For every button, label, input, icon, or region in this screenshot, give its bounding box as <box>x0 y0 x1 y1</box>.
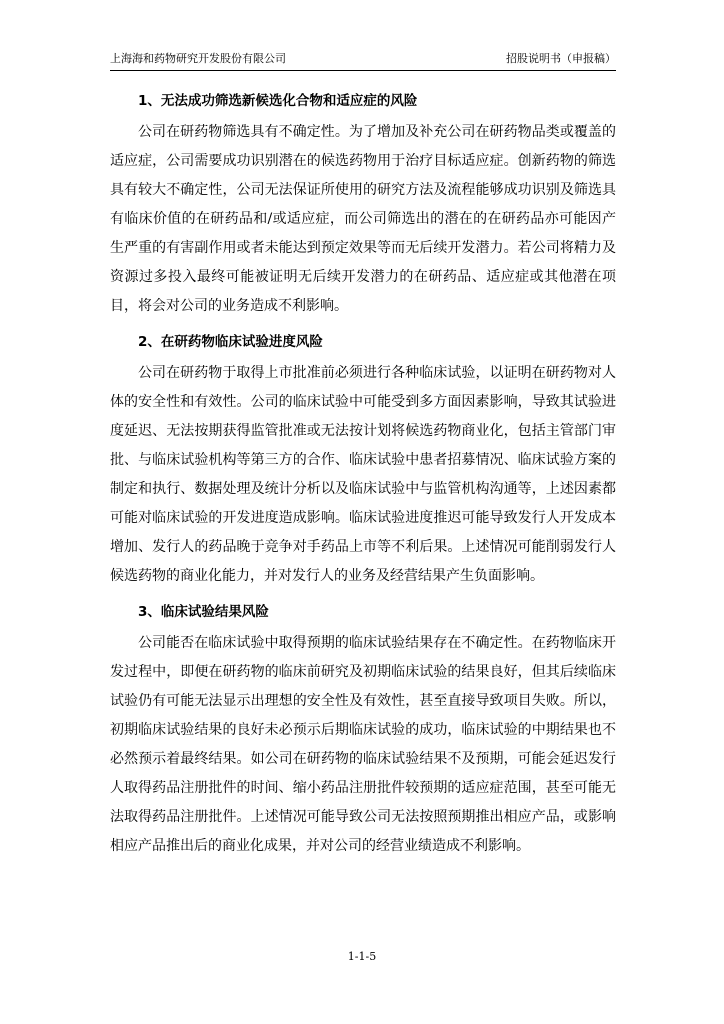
document-body <box>110 88 616 869</box>
section-3-paragraph: 公司能否在临床试验中取得预期的临床试验结果存在不确定性。在药物临床开发过程中，即便在研药物的临床前研究及初期临床试验的结果良好，但其后续临床试验仍有可能无法显示出理想的安全性及有效性，甚至直接导致项目失败。所以，初期临床试验结果的良好未必预示后期临床试验的成功，临床试验的中期结果也不必然预示着最终结果。如公司在研药物的临床试验结果不及预期，可能会延迟发行人取得药品注册批件的时间、缩小药品注册批件较预期的适应症范围，甚至可能无法取得药品注册批件。上述情况可能导致公司无法按照预期推出相应产品，或影响相应产品推出后的商业化成果，并对公司的经营业绩造成不利影响。 <box>110 635 616 854</box>
section-2-title: 2、在研药物临床试验进度风险 <box>138 334 323 350</box>
section-3-title: 3、临床试验结果风险 <box>138 604 269 620</box>
page-header <box>110 50 616 68</box>
header-document-type: 招股说明书（申报稿） <box>506 52 616 65</box>
section-1 <box>110 88 616 321</box>
page-number: 1-1-5 <box>347 950 377 963</box>
section-1-paragraph: 公司在研药物筛选具有不确定性。为了增加及补充公司在研药物品类或覆盖的适应症，公司需要成功识别潜在的候选药物用于治疗目标适应症。创新药物的筛选具有较大不确定性，公司无法保证所使用的研究方法及流程能够成功识别及筛选具有临床价值的在研药品和/或适应症，而公司筛选出的潜在的在研药品亦可能因产生严重的有害副作用或者未能达到预定效果等而无后续开发潜力。若公司将精力及资源过多投入最终可能被证明无后续开发潜力的在研药品、适应症或其他潜在项目，将会对公司的业务造成不利影响。 <box>110 124 616 314</box>
section-1-title: 1、无法成功筛选新候选化合物和适应症的风险 <box>138 93 418 109</box>
header-divider <box>110 70 616 71</box>
section-2 <box>110 329 616 591</box>
header-company-name: 上海海和药物研究开发股份有限公司 <box>110 52 286 65</box>
section-3 <box>110 599 616 861</box>
section-2-paragraph: 公司在研药物于取得上市批准前必须进行各种临床试验，以证明在研药物对人体的安全性和有效性。公司的临床试验中可能受到多方面因素影响，导致其试验进度延迟、无法按期获得监管批准或无法按计划将候选药物商业化，包括主管部门审批、与临床试验机构等第三方的合作、临床试验中患者招募情况、临床试验方案的制定和执行、数据处理及统计分析以及临床试验中与监管机构沟通等，上述因素都可能对临床试验的开发进度造成影响。临床试验进度推迟可能导致发行人开发成本增加、发行人的药品晚于竞争对手药品上市等不利后果。上述情况可能削弱发行人候选药物的商业化能力，并对发行人的业务及经营结果产生负面影响。 <box>110 365 616 584</box>
